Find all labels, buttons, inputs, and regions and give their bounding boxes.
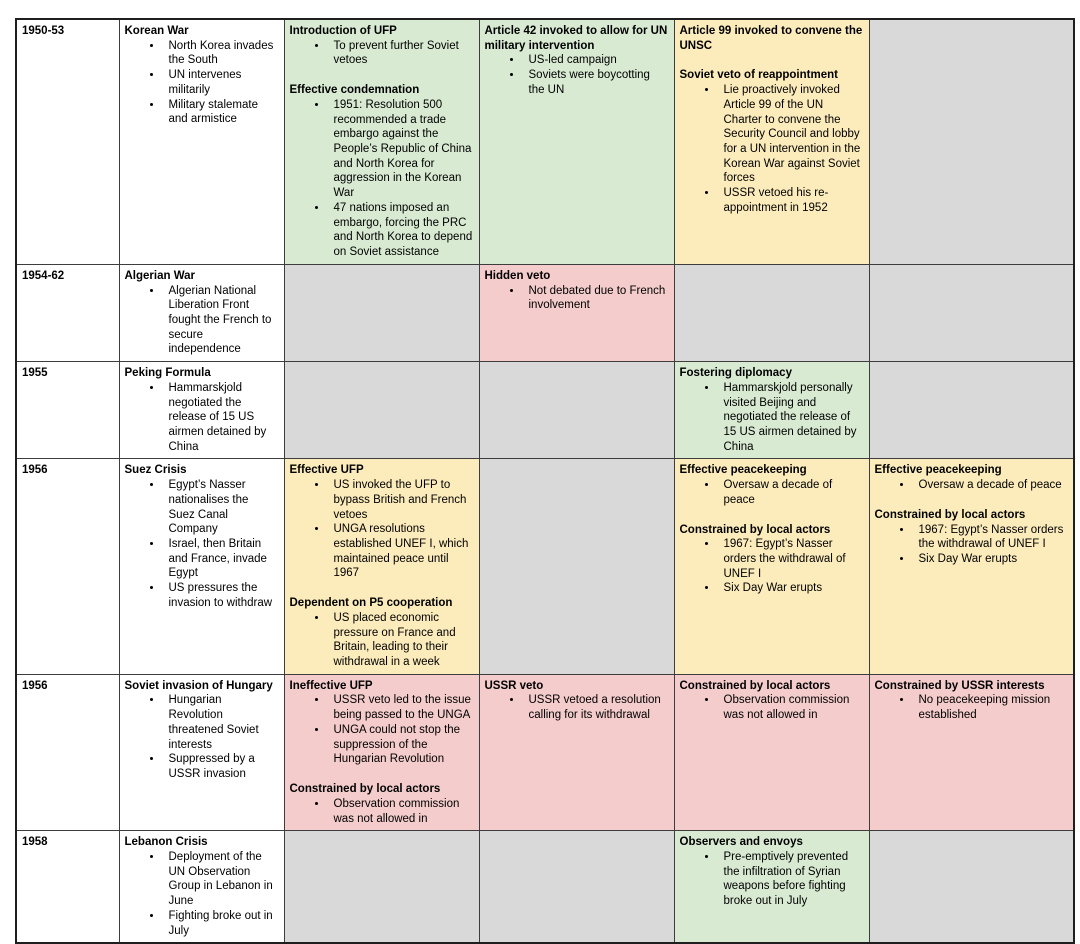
- bullet-item: • Six Day War erupts: [913, 552, 1068, 567]
- event-title: Algerian War: [124, 269, 196, 282]
- analysis-cell: [284, 362, 479, 459]
- document-table-container: [15, 18, 1075, 944]
- bullet-item: • North Korea invades the South: [163, 39, 278, 68]
- bullet-item: • Hungarian Revolution threatened Soviet interests: [163, 693, 278, 752]
- bullet-item: • 1967: Egypt’s Nasser orders the withdrawal of UNEF I: [913, 523, 1068, 552]
- bullet-item: • Lie proactively invoked Article 99 of the UN Charter to convene the Security Council and lobby for a UN intervention in the Korean War against Soviet forces: [718, 83, 863, 186]
- bullet-item: • Fighting broke out in July: [163, 909, 278, 938]
- cell-heading: Dependent on P5 cooperation: [289, 597, 453, 610]
- cell-section: [290, 83, 473, 260]
- bullet-list: [290, 693, 473, 767]
- bullet-list: [290, 611, 473, 670]
- event-title: Soviet invasion of Hungary: [124, 679, 273, 692]
- table-row: [16, 459, 1074, 674]
- analysis-cell: [284, 19, 479, 264]
- year-cell: [16, 362, 119, 459]
- analysis-cell: [674, 459, 869, 674]
- analysis-cell: [869, 264, 1074, 361]
- bullet-list: [125, 850, 278, 938]
- bullet-list: [875, 523, 1068, 567]
- cell-heading: Effective peacekeeping: [874, 464, 1002, 477]
- bullet-item: • Israel, then Britain and France, invade Egypt: [163, 537, 278, 581]
- analysis-cell: [479, 459, 674, 674]
- analysis-cell: [869, 19, 1074, 264]
- bullet-item: • Six Day War erupts: [718, 581, 863, 596]
- cell-section: [485, 269, 668, 313]
- bullet-item: • US invoked the UFP to bypass British and French vetoes: [328, 478, 473, 522]
- cell-heading: Ineffective UFP: [289, 679, 373, 692]
- year-label: 1958: [22, 836, 48, 849]
- event-title: Peking Formula: [124, 367, 211, 380]
- bullet-list: [875, 478, 1068, 493]
- cell-heading: Effective UFP: [289, 464, 364, 477]
- analysis-cell: [479, 264, 674, 361]
- bullet-item: • Hammarskjold negotiated the release of 15 US airmen detained by China: [163, 381, 278, 455]
- bullet-list: [125, 693, 278, 781]
- bullet-item: • US placed economic pressure on France and Britain, leading to their withdrawal in a week: [328, 611, 473, 670]
- cell-section: [875, 463, 1068, 492]
- cell-heading: Article 99 invoked to convene the UNSC: [679, 25, 863, 52]
- bullet-list: [290, 797, 473, 826]
- bullet-item: • Observation commission was not allowed in: [718, 693, 863, 722]
- cell-section: [680, 24, 863, 53]
- bullet-item: • USSR vetoed a resolution calling for its withdrawal: [523, 693, 668, 722]
- year-label: 1950-53: [22, 25, 65, 37]
- year-label: 1956: [22, 464, 48, 477]
- cell-section: [680, 463, 863, 507]
- bullet-list: [485, 284, 668, 313]
- cell-heading: Constrained by USSR interests: [874, 679, 1045, 692]
- table-row: [16, 674, 1074, 830]
- analysis-cell: [479, 674, 674, 830]
- year-cell: [16, 674, 119, 830]
- cell-section: [875, 508, 1068, 567]
- cell-section: [290, 463, 473, 581]
- bullet-item: • Oversaw a decade of peace: [718, 478, 863, 507]
- event-cell: [119, 362, 284, 459]
- cell-heading: USSR veto: [484, 679, 544, 692]
- table-row: [16, 264, 1074, 361]
- bullet-item: • Egypt’s Nasser nationalises the Suez Canal Company: [163, 478, 278, 537]
- bullet-list: [125, 381, 278, 455]
- analysis-cell: [479, 362, 674, 459]
- year-cell: [16, 19, 119, 264]
- bullet-list: [680, 693, 863, 722]
- year-cell: [16, 459, 119, 674]
- bullet-list: [680, 850, 863, 909]
- cell-section: [680, 679, 863, 723]
- event-cell: [119, 459, 284, 674]
- event-cell: [119, 264, 284, 361]
- bullet-item: • UNGA resolutions established UNEF I, which maintained peace until 1967: [328, 522, 473, 581]
- analysis-cell: [674, 831, 869, 944]
- bullet-item: • USSR veto led to the issue being passed to the UNGA: [328, 693, 473, 722]
- timeline-table: [15, 18, 1075, 944]
- bullet-item: • Soviets were boycotting the UN: [523, 68, 668, 97]
- bullet-item: • To prevent further Soviet vetoes: [328, 39, 473, 68]
- analysis-cell: [284, 459, 479, 674]
- bullet-list: [125, 284, 278, 358]
- bullet-item: • 1951: Resolution 500 recommended a trade embargo against the People’s Republic of China and North Korea for aggression in the Korean War: [328, 98, 473, 201]
- cell-heading: Introduction of UFP: [289, 25, 397, 37]
- cell-heading: Observers and envoys: [679, 836, 803, 849]
- cell-heading: Soviet veto of reappointment: [679, 69, 838, 82]
- cell-heading: Effective peacekeeping: [679, 464, 807, 477]
- bullet-list: [485, 53, 668, 97]
- bullet-list: [290, 478, 473, 581]
- year-label: 1954-62: [22, 269, 65, 282]
- cell-section: [680, 68, 863, 215]
- bullet-item: • 47 nations imposed an embargo, forcing the PRC and North Korea to depend on Soviet assistance: [328, 201, 473, 260]
- analysis-cell: [869, 674, 1074, 830]
- cell-section: [290, 782, 473, 826]
- event-title: Korean War: [124, 25, 189, 37]
- analysis-cell: [674, 19, 869, 264]
- cell-heading: Hidden veto: [484, 269, 551, 282]
- bullet-item: • 1967: Egypt’s Nasser orders the withdrawal of UNEF I: [718, 537, 863, 581]
- bullet-item: • Hammarskjold personally visited Beijing and negotiated the release of 15 US airmen detained by China: [718, 381, 863, 455]
- cell-heading: Fostering diplomacy: [679, 367, 792, 380]
- bullet-list: [125, 478, 278, 610]
- bullet-item: • USSR vetoed his re-appointment in 1952: [718, 186, 863, 215]
- analysis-cell: [284, 674, 479, 830]
- event-cell: [119, 831, 284, 944]
- cell-heading: Constrained by local actors: [679, 679, 831, 692]
- bullet-item: • UNGA could not stop the suppression of the Hungarian Revolution: [328, 723, 473, 767]
- cell-heading: Article 42 invoked to allow for UN military intervention: [484, 25, 668, 52]
- bullet-list: [290, 39, 473, 68]
- bullet-list: [290, 98, 473, 260]
- bullet-item: • Military stalemate and armistice: [163, 98, 278, 127]
- event-cell: [119, 674, 284, 830]
- event-title: Suez Crisis: [124, 464, 187, 477]
- cell-section: [680, 835, 863, 909]
- cell-section: [485, 679, 668, 723]
- year-label: 1955: [22, 367, 48, 380]
- bullet-item: • No peacekeeping mission established: [913, 693, 1068, 722]
- bullet-list: [125, 39, 278, 127]
- table-row: [16, 19, 1074, 264]
- analysis-cell: [479, 831, 674, 944]
- table-row: [16, 831, 1074, 944]
- bullet-list: [680, 83, 863, 215]
- bullet-item: • Observation commission was not allowed in: [328, 797, 473, 826]
- bullet-list: [875, 693, 1068, 722]
- analysis-cell: [674, 362, 869, 459]
- analysis-cell: [869, 831, 1074, 944]
- analysis-cell: [869, 459, 1074, 674]
- cell-section: [680, 523, 863, 597]
- bullet-item: • Pre-emptively prevented the infiltration of Syrian weapons before fighting broke out in July: [718, 850, 863, 909]
- cell-section: [875, 679, 1068, 723]
- analysis-cell: [284, 264, 479, 361]
- bullet-item: • UN intervenes militarily: [163, 68, 278, 97]
- cell-heading: Constrained by local actors: [289, 783, 441, 796]
- bullet-item: • Suppressed by a USSR invasion: [163, 752, 278, 781]
- cell-section: [290, 24, 473, 68]
- cell-section: [290, 679, 473, 767]
- event-cell: [119, 19, 284, 264]
- bullet-item: • US pressures the invasion to withdraw: [163, 581, 278, 610]
- cell-heading: Constrained by local actors: [679, 523, 831, 536]
- bullet-list: [680, 381, 863, 455]
- year-cell: [16, 264, 119, 361]
- table-row: [16, 362, 1074, 459]
- bullet-item: • Algerian National Liberation Front fought the French to secure independence: [163, 284, 278, 358]
- bullet-item: • Oversaw a decade of peace: [913, 478, 1068, 493]
- bullet-item: • US-led campaign: [523, 53, 668, 68]
- analysis-cell: [674, 674, 869, 830]
- cell-section: [290, 596, 473, 670]
- year-label: 1956: [22, 679, 48, 692]
- cell-section: [680, 366, 863, 454]
- cell-section: [485, 24, 668, 98]
- bullet-list: [485, 693, 668, 722]
- analysis-cell: [869, 362, 1074, 459]
- year-cell: [16, 831, 119, 944]
- bullet-list: [680, 478, 863, 507]
- event-title: Lebanon Crisis: [124, 836, 208, 849]
- analysis-cell: [284, 831, 479, 944]
- cell-heading: Effective condemnation: [289, 84, 420, 97]
- analysis-cell: [674, 264, 869, 361]
- analysis-cell: [479, 19, 674, 264]
- cell-heading: Constrained by local actors: [874, 508, 1026, 521]
- bullet-item: • Not debated due to French involvement: [523, 284, 668, 313]
- bullet-item: • Deployment of the UN Observation Group in Lebanon in June: [163, 850, 278, 909]
- bullet-list: [680, 537, 863, 596]
